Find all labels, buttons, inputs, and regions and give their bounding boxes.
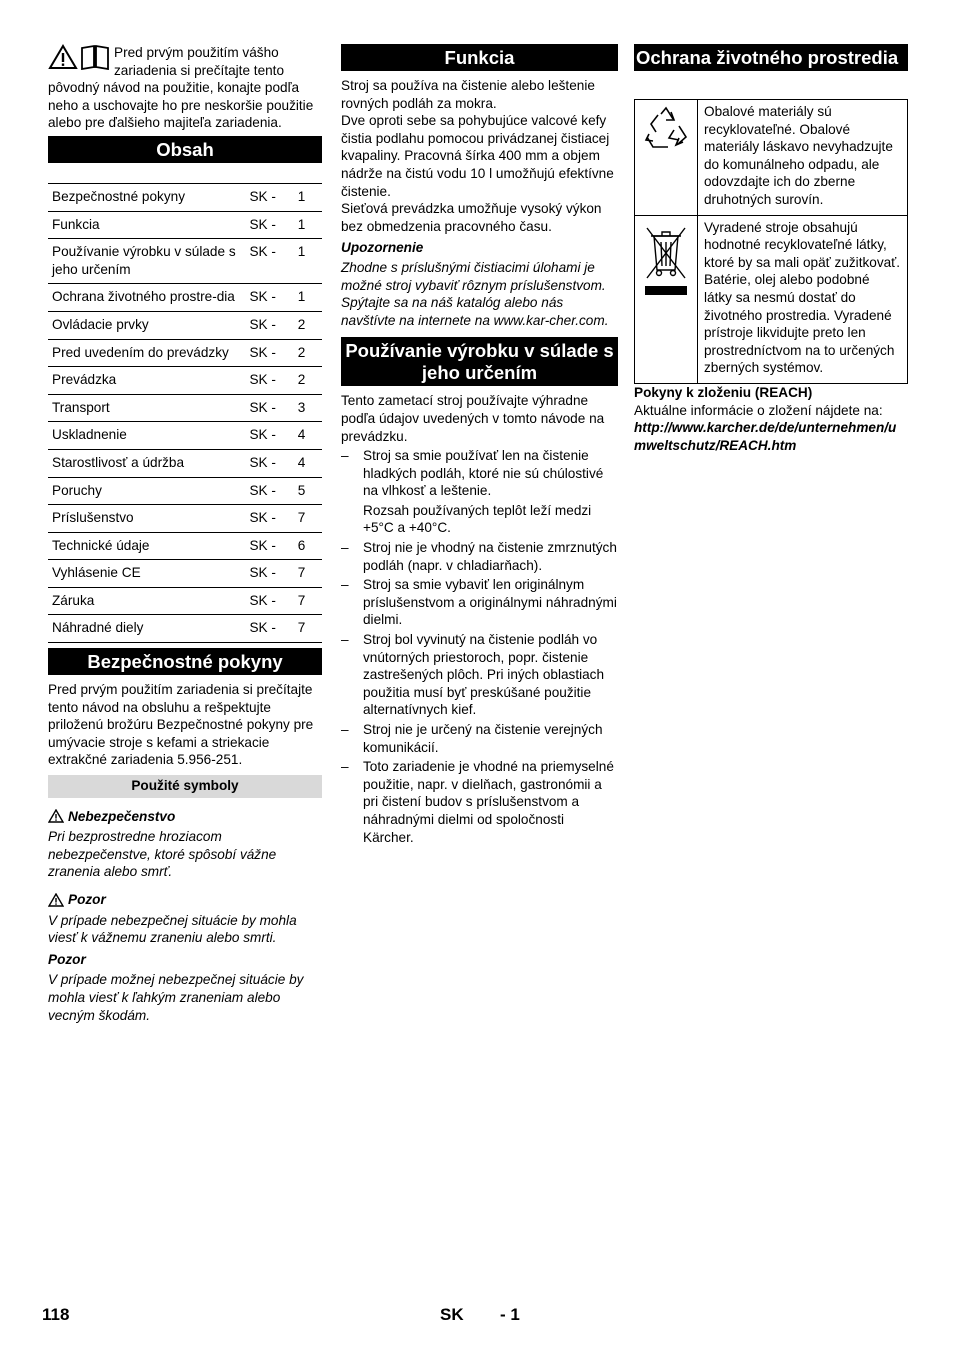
toc-entry-page: 7 bbox=[294, 615, 322, 643]
usage-item-extra: Rozsah používaných teplôt leží medzi +5°C a +40°C. bbox=[363, 502, 592, 536]
funkcia-p1: Stroj sa používa na čistenie alebo leštenie rovných podláh za mokra. bbox=[341, 78, 595, 111]
toc-entry-section: SK - bbox=[245, 367, 293, 395]
warning-label: Pozor bbox=[68, 892, 106, 907]
env-row bbox=[635, 215, 908, 383]
crossed-bin-icon bbox=[641, 220, 691, 298]
toc-entry-page: 2 bbox=[294, 311, 322, 339]
toc-entry-title: Vyhlásenie CE bbox=[48, 560, 245, 588]
toc-row bbox=[48, 211, 322, 239]
toc-entry-page: 6 bbox=[294, 532, 322, 560]
intro-block bbox=[48, 44, 322, 132]
usage-intro: Tento zametací stroj používajte výhradne podľa údajov uvedených v tomto návode na prevádzku. bbox=[341, 393, 605, 444]
toc-entry-section: SK - bbox=[245, 449, 293, 477]
column-right bbox=[634, 44, 908, 454]
toc-entry-section: SK - bbox=[245, 211, 293, 239]
toc-row bbox=[48, 449, 322, 477]
toc-entry-page: 3 bbox=[294, 394, 322, 422]
danger-text: Pri bezprostredne hroziacom nebezpečenstve, ktoré spôsobí vážne zranenia alebo smrť. bbox=[48, 829, 277, 880]
toc-entry-page: 1 bbox=[294, 183, 322, 211]
env-heading: Ochrana životného prostredia bbox=[634, 44, 908, 71]
toc-entry-page: 1 bbox=[294, 284, 322, 312]
toc-entry-page: 4 bbox=[294, 422, 322, 450]
toc-entry-page: 7 bbox=[294, 560, 322, 588]
safety-text: Pred prvým použitím zariadenia si prečítajte tento návod na obsluhu a rešpektujte priloženú brožúru Bezpečnostné pokyny pre umývacie stroje s kefami a striekacie extrakčné zariadenia 5.956-251. bbox=[48, 682, 314, 768]
toc-row bbox=[48, 422, 322, 450]
usage-item: – Stroj bol vyvinutý na čistenie podláh vo vnútorných priestoroch, popr. čistenie zastrešených plôch. Pri iných oblastiach použitia musí byť preskúšané použitie alternatívnych kief. bbox=[341, 631, 618, 719]
column-left bbox=[48, 44, 322, 1024]
toc-row bbox=[48, 477, 322, 505]
toc-entry-title: Bezpečnostné pokyny bbox=[48, 183, 245, 211]
intro-icons bbox=[48, 44, 110, 72]
warning-text: V prípade nebezpečnej situácie by mohla viesť k vážnemu zraneniu alebo smrti. bbox=[48, 912, 297, 946]
recycle-icon bbox=[641, 104, 691, 154]
usage-list bbox=[341, 447, 618, 846]
toc-entry-section: SK - bbox=[245, 183, 293, 211]
toc-entry-page: 1 bbox=[294, 239, 322, 284]
toc-table bbox=[48, 183, 322, 643]
env-icon-cell bbox=[635, 100, 698, 216]
safety-heading: Bezpečnostné pokyny bbox=[48, 648, 322, 675]
toc-entry-section: SK - bbox=[245, 560, 293, 588]
toc-entry-title: Transport bbox=[48, 394, 245, 422]
symbols-heading: Použité symboly bbox=[48, 775, 322, 798]
usage-item: – Stroj nie je vhodný na čistenie zmrznutých podláh (napr. v chladiarňach). bbox=[341, 539, 618, 574]
usage-item: – Toto zariadenie je vhodné na priemyselné použitie, napr. v dielňach, gastronómii a pri čistení budov s príslušenstvom a náhradnými dielmi od spoločnosti Kärcher. bbox=[341, 758, 618, 846]
toc-row bbox=[48, 615, 322, 643]
env-row bbox=[635, 100, 908, 216]
footer-section-page: - 1 bbox=[500, 1305, 520, 1324]
note-text: Zhodne s príslušnými čistiacimi úlohami je možné stroj vybaviť rôznym príslušenstvom. Spýtajte sa na náš katalóg alebo nás navštívte na internete na www.kar-cher.com. bbox=[341, 259, 609, 328]
toc-row bbox=[48, 239, 322, 284]
toc-row bbox=[48, 560, 322, 588]
reach-text: Aktuálne informácie o zložení nájdete na: bbox=[634, 402, 883, 418]
usage-heading: Používanie výrobku v súlade s jeho určením bbox=[341, 337, 618, 386]
env-text-cell: Vyradené stroje obsahujú hodnotné recyklovateľné látky, ktoré by sa mali opäť zužitkovať. Batérie, olej alebo podobné látky sa nesmú dostať do životného prostredia. Vyradené prístroje likvidujte preto len prostredníctvom na to určených zberných systémov. bbox=[698, 215, 908, 383]
toc-entry-title: Funkcia bbox=[48, 211, 245, 239]
usage-item: – Stroj sa smie vybaviť len originálnym príslušenstvom a originálnymi náhradnými dielmi. bbox=[341, 576, 618, 629]
toc-entry-page: 2 bbox=[294, 339, 322, 367]
funkcia-p3: Sieťová prevádzka umožňuje vysoký výkon bez obmedzenia pracovného času. bbox=[341, 201, 602, 234]
toc-entry-title: Prevádzka bbox=[48, 367, 245, 395]
env-table bbox=[634, 99, 908, 384]
caution-text: V prípade možnej nebezpečnej situácie by mohla viesť k ľahkým zraneniam alebo vecným škodám. bbox=[48, 972, 304, 1023]
toc-entry-section: SK - bbox=[245, 532, 293, 560]
reach-title: Pokyny k zloženiu (REACH) bbox=[634, 384, 813, 400]
toc-entry-title: Náhradné diely bbox=[48, 615, 245, 643]
toc-heading: Obsah bbox=[48, 136, 322, 163]
toc-entry-title: Príslušenstvo bbox=[48, 505, 245, 533]
toc-entry-section: SK - bbox=[245, 422, 293, 450]
toc-entry-section: SK - bbox=[245, 477, 293, 505]
warning-label-row bbox=[48, 891, 322, 909]
toc-entry-title: Uskladnenie bbox=[48, 422, 245, 450]
toc-row bbox=[48, 505, 322, 533]
toc-entry-page: 4 bbox=[294, 449, 322, 477]
env-icon-cell bbox=[635, 215, 698, 383]
footer-lang: SK bbox=[440, 1305, 464, 1324]
toc-entry-page: 1 bbox=[294, 211, 322, 239]
funkcia-p2: Dve oproti sebe sa pohybujúce valcové kefy čistia podlahu pomocou privádzanej čistiacej kvapaliny. Pracovná šírka 400 mm a objem nádrže na čistú vodu 10 l umožňujú efektívne čistenie. bbox=[341, 113, 614, 199]
toc-entry-title: Technické údaje bbox=[48, 532, 245, 560]
toc-entry-title: Starostlivosť a údržba bbox=[48, 449, 245, 477]
toc-entry-page: 7 bbox=[294, 587, 322, 615]
warning-triangle-small-icon bbox=[48, 893, 64, 907]
toc-row bbox=[48, 339, 322, 367]
usage-item: – Stroj sa smie používať len na čistenie hladkých podláh, ktoré nie sú chúlostivé na vlhkosť a leštenie. Rozsah používaných teplôt leží medzi +5°C a +40°C. bbox=[341, 447, 618, 537]
usage-item: – Stroj nie je určený na čistenie verejných komunikácií. bbox=[341, 721, 618, 756]
intro-text: Pred prvým použitím vášho zariadenia si prečítajte tento pôvodný návod na použitie, konajte podľa neho a uschovajte ho pre neskoršie použitie alebo pre ďalšieho majiteľa zariadenia. bbox=[48, 45, 314, 131]
toc-entry-section: SK - bbox=[245, 615, 293, 643]
toc-entry-page: 5 bbox=[294, 477, 322, 505]
toc-entry-section: SK - bbox=[245, 587, 293, 615]
toc-entry-title: Ochrana životného prostre-dia bbox=[48, 284, 245, 312]
danger-label: Nebezpečenstvo bbox=[68, 808, 176, 824]
toc-row bbox=[48, 394, 322, 422]
column-middle bbox=[341, 44, 618, 846]
danger-label-row bbox=[48, 808, 322, 826]
toc-entry-title: Pred uvedením do prevádzky bbox=[48, 339, 245, 367]
toc-entry-title: Poruchy bbox=[48, 477, 245, 505]
toc-entry-section: SK - bbox=[245, 311, 293, 339]
toc-row bbox=[48, 532, 322, 560]
funkcia-heading: Funkcia bbox=[341, 44, 618, 71]
warning-triangle-icon bbox=[48, 44, 78, 70]
toc-entry-title: Používanie výrobku v súlade s jeho určením bbox=[48, 239, 245, 284]
toc-entry-title: Ovládacie prvky bbox=[48, 311, 245, 339]
manual-book-icon bbox=[80, 44, 110, 70]
danger-triangle-icon bbox=[48, 809, 64, 823]
toc-row bbox=[48, 587, 322, 615]
toc-entry-page: 7 bbox=[294, 505, 322, 533]
toc-entry-section: SK - bbox=[245, 239, 293, 284]
toc-entry-title: Záruka bbox=[48, 587, 245, 615]
caution-label: Pozor bbox=[48, 951, 86, 967]
toc-row bbox=[48, 183, 322, 211]
note-label: Upozornenie bbox=[341, 240, 424, 256]
reach-link[interactable]: http://www.karcher.de/de/unternehmen/umweltschutz/REACH.htm bbox=[634, 420, 897, 453]
page-number: 118 bbox=[42, 1305, 70, 1324]
toc-row bbox=[48, 311, 322, 339]
toc-row bbox=[48, 367, 322, 395]
toc-entry-page: 2 bbox=[294, 367, 322, 395]
toc-entry-section: SK - bbox=[245, 394, 293, 422]
toc-row bbox=[48, 284, 322, 312]
toc-entry-section: SK - bbox=[245, 284, 293, 312]
toc-entry-section: SK - bbox=[245, 339, 293, 367]
toc-entry-section: SK - bbox=[245, 505, 293, 533]
env-text-cell: Obalové materiály sú recyklovateľné. Obalové materiály láskavo nevyhadzujte do komunálneho odpadu, ale odovzdajte ich do zberne druhotných surovín. bbox=[698, 100, 908, 216]
